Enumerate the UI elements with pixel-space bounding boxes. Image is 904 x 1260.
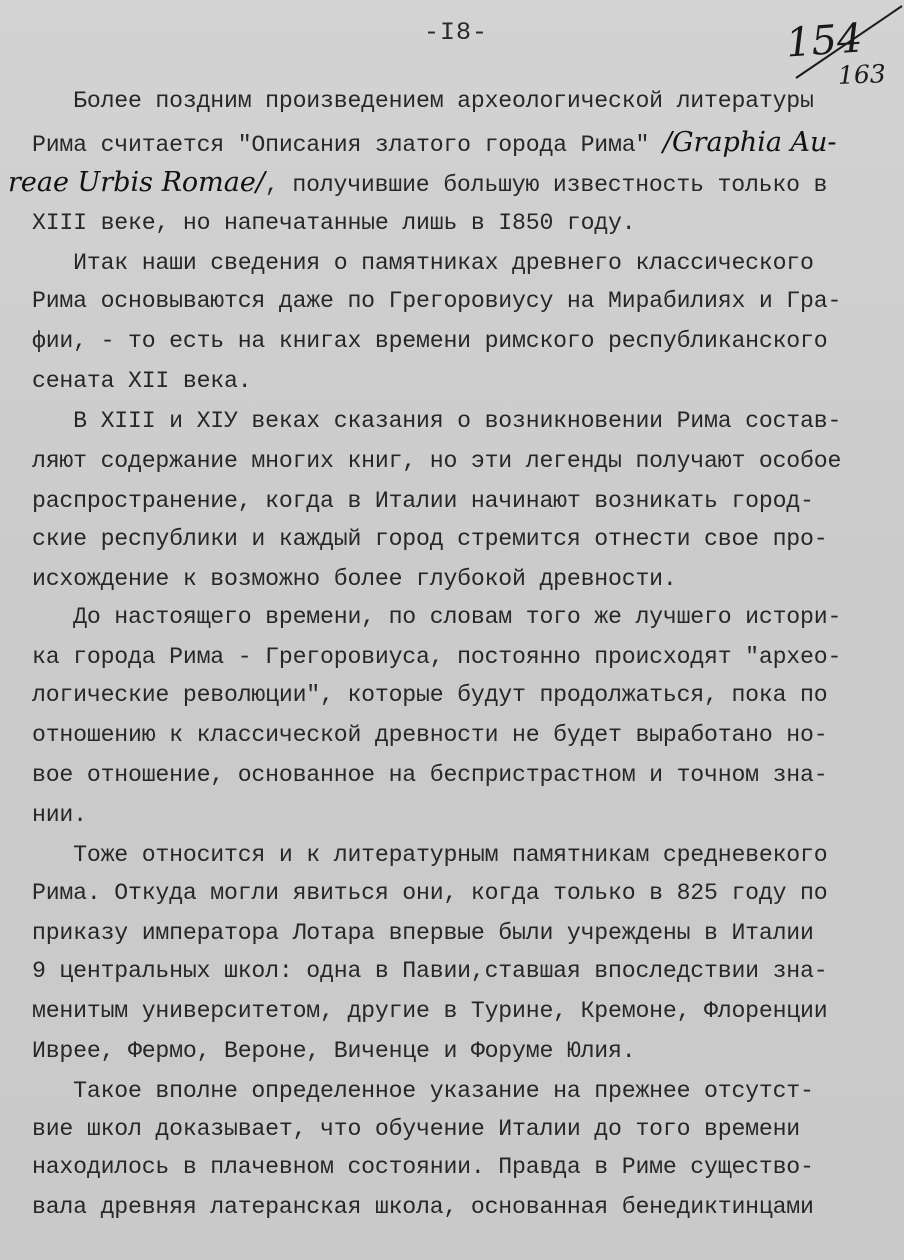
text-line: ляют содержание многих книг, но эти легенды получают особое	[32, 448, 842, 474]
archive-folio-number-old: 154	[784, 15, 864, 67]
text-line: Итак наши сведения о памятниках древнего классического	[32, 250, 814, 276]
text-line: Тоже относится и к литературным памятникам средневекого	[32, 842, 828, 868]
text-line	[32, 128, 904, 160]
text-line: Более поздним произведением археологической литературы	[32, 88, 814, 114]
text-line: сената XII века.	[32, 368, 252, 394]
text-line: В XIII и XIУ веках сказания о возникновении Рима состав-	[32, 408, 842, 434]
text-line: исхождение к возможно более глубокой древности.	[32, 566, 677, 592]
text-line: отношению к классической древности не будет выработано но-	[32, 722, 828, 748]
text-line: вие школ доказывает, что обучение Италии до того времени	[32, 1116, 801, 1142]
text-line: ские республики и каждый город стремится отнести свое про-	[32, 526, 828, 552]
text-line: находилось в плачевном состоянии. Правда в Риме существо-	[32, 1154, 814, 1180]
text-line: распространение, когда в Италии начинают возникать город-	[32, 488, 814, 514]
text-line: Рима основываются даже по Грегоровиусу на Мирабилиях и Гра-	[32, 288, 842, 314]
text-line: вала древняя латеранская школа, основанная бенедиктинцами	[32, 1194, 814, 1220]
text-line: Рима. Откуда могли явиться они, когда только в 825 году по	[32, 880, 828, 906]
text-line: фии, - то есть на книгах времени римского республиканского	[32, 328, 828, 354]
page-number: -I8-	[424, 18, 489, 47]
text-line: менитым университетом, другие в Турине, Кремоне, Флоренции	[32, 998, 828, 1024]
handwritten-latin-title: reae Urbis Romae/	[8, 167, 265, 198]
text-line: До настоящего времени, по словам того же лучшего истори-	[32, 604, 842, 630]
text-line: XIII веке, но напечатанные лишь в I850 году.	[32, 210, 636, 236]
archive-folio-number-new: 163	[837, 59, 887, 90]
text-line: Такое вполне определенное указание на прежнее отсутст-	[32, 1078, 814, 1104]
text-line: приказу императора Лотара впервые были учреждены в Италии	[32, 920, 814, 946]
handwritten-latin-title: /Graphia Au-	[662, 127, 837, 158]
text-line: Иврее, Фермо, Вероне, Виченце и Форуме Юлия.	[32, 1038, 636, 1064]
text-line-typed: Рима считается "Описания златого города Рима"	[32, 132, 663, 158]
text-line: ка города Рима - Грегоровиуса, постоянно происходят "архео-	[32, 644, 842, 670]
text-line: нии.	[32, 802, 87, 828]
text-line	[8, 168, 904, 200]
text-line: логические революции", которые будут продолжаться, пока по	[32, 682, 828, 708]
text-line: 9 центральных школ: одна в Павии,ставшая впоследствии зна-	[32, 958, 828, 984]
text-line: вое отношение, основанное на беспристрастном и точном зна-	[32, 762, 828, 788]
text-line-typed: , получившие большую известность только в	[264, 172, 828, 198]
